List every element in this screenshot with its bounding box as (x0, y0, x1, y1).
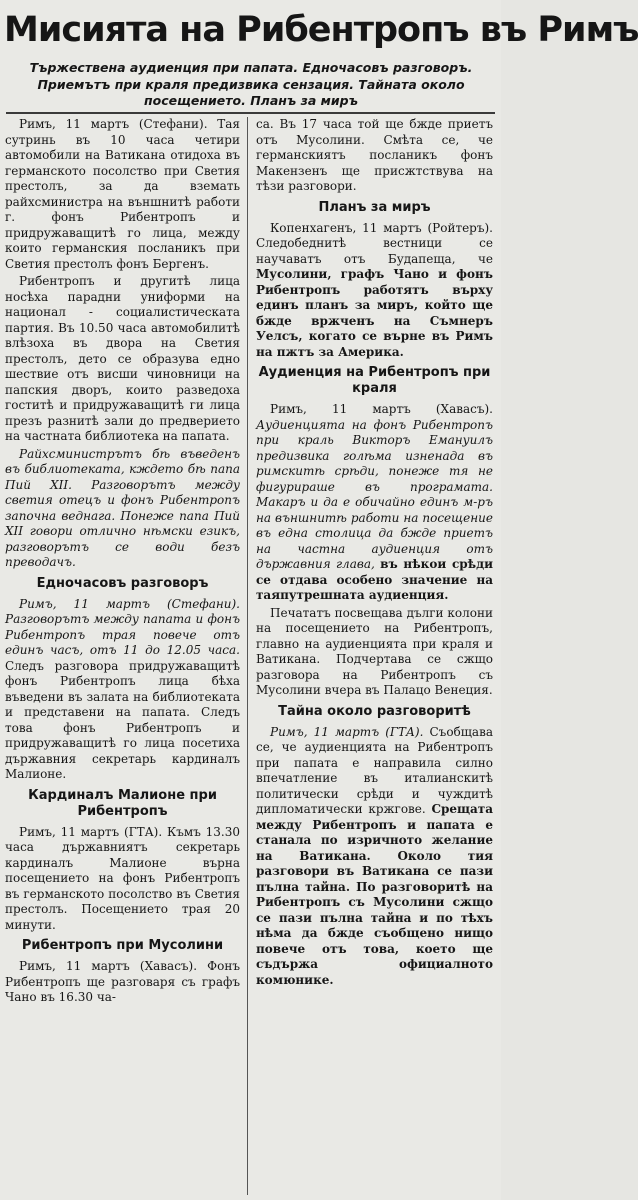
dateline-italic: Римъ, 11 мартъ (ГТА). (270, 724, 424, 739)
section-heading: Аудиенция на Рибентропъ при краля (258, 365, 491, 396)
paragraph-bold: Срещата между Рибентропъ и папата е станала по изричното желание на Ватикана. Около тия разговори въ Ватикана се пази пълна тайна. По разговоритѣ на Рибентропъ съ Мусолини сжщо се пази пълна тайна и по тѣхъ нѣма да бжде съобщено нищо повече отъ това, което ще съдържа официалното комюнике. (256, 802, 493, 987)
right-column (256, 117, 493, 1197)
column-separator (247, 117, 248, 1195)
section-heading: Рибентропъ при Мусолини (21, 938, 224, 953)
paragraph-text: Копенхагенъ, 11 мартъ (Ройтеръ). Следобеднитѣ вестници се научаватъ отъ Будапеща, че (256, 220, 493, 266)
paragraph-text: Следъ разговора придружаващитѣ фонъ Рибентропъ лица бѣха въведени въ залата на библиотеката и представени на папата. Следъ това фонъ Рибентропъ и придружаващитѣ го лица посетиха държавния секретарь кардиналъ Малионе. (5, 658, 240, 781)
article-paragraph: Римъ, 11 мартъ (Хавасъ). Фонъ Рибентропъ ще разговаря съ графъ Чано въ 16.30 ча- (5, 959, 240, 1004)
article-paragraph: Рибентропъ и другитѣ лица носѣха парадни униформи на национал - социалистическата партия. Въ 10.50 часа автомобилитѣ влѣзоха въ двора на Светия престолъ, дето се образува едно шествие отъ висши чиновници на папския дворъ, които разведоха гоститѣ и придружаващитѣ ги лица презъ разнитѣ зали до предверието на частната библиотека на папата. (5, 274, 240, 443)
article-paragraph (256, 402, 493, 604)
article-paragraph: Римъ, 11 мартъ (ГТА). Къмъ 13.30 часа държавниятъ секретарь кардиналъ Малионе върна посещението на фонъ Рибентропъ въ германското посолство въ Светия престолъ. Посещението трая 20 минути. (5, 824, 240, 932)
subheadline: Тържествена аудиенция при папата. Едночасовъ разговоръ. Приемътъ при краля предизвика сензация. Тайната около посещението. Планъ за миръ (29, 60, 473, 108)
article-paragraph: Райхсминистрътъ бѣ въведенъ въ библиотеката, кждето бѣ папа Пий XII. Разговорътъ между светия отецъ и фонъ Рибентропъ започна веднага. Понеже папа Пий XII говори отлично нѣмски езикъ, разговорътъ се води безъ преводачъ. (5, 446, 240, 569)
article-paragraph (256, 725, 493, 989)
section-heading: Едночасовъ разговоръ (36, 575, 209, 591)
article-paragraph: са. Въ 17 часа той ще бжде приетъ отъ Мусолини. Смѣта се, че германскиятъ посланикъ фонъ Макензенъ ще присжтствува на тѣзи разговори. (256, 117, 493, 193)
left-column (5, 117, 240, 1197)
article-paragraph: Печататъ посвещава дълги колони на посещението на Рибентропъ, главно на аудиенцията при краля и Ватикана. Подчертава се сжщо разговора на Рибентропъ съ Мусолини вчера въ Палацо Венеция. (256, 605, 493, 697)
article-paragraph: Римъ, 11 мартъ (Стефани). Тая сутринь въ 10 часа четири автомобили на Ватикана отидоха въ германското посолство при Светия престолъ, за да вземать райхсминистра на външнитѣ работи г. фонъ Рибентропъ и придружаващитѣ го лица, между които германския посланикъ при Светия престолъ фонъ Бергенъ. (5, 117, 240, 271)
article-paragraph (256, 221, 493, 361)
section-heading: Планъ за миръ (318, 199, 431, 215)
paragraph-bold: въ нѣкои срѣди се отдава особено значение на таяпутрешната аудиенция. (256, 557, 493, 602)
section-heading: Кардиналъ Малионе при Рибентропъ (28, 787, 217, 819)
article-paragraph (5, 597, 240, 783)
headline: Мисията на Рибентропъ въ Римъ (4, 10, 638, 50)
header-rule (6, 112, 495, 114)
paragraph-bold: Мусолини, графъ Чано и фонъ Рибентропъ работятъ върху единъ планъ за миръ, който ще бжде вржченъ на Съмнеръ Уелсъ, когато се върне въ Римъ на пжтъ за Америка. (256, 267, 493, 359)
dateline-italic: Римъ, 11 мартъ (Стефани). Разговорътъ между папата и фонъ Рибентропъ трая повече отъ единъ часъ, отъ 11 до 12.05 часа. (5, 596, 240, 657)
paragraph-italic: Аудиенцията на фонъ Рибентропъ при краль Викторъ Емануилъ предизвика голѣма изненада въ римскитѣ срѣди, понеже тя не фигурираше въ програмата. Макаръ и да е обичайно единъ м-ръ на външнитѣ работи на посещение въ една столица да бжде приетъ на частна аудиенция отъ държавния глава, (256, 417, 493, 571)
dateline: Римъ, 11 мартъ (Хавасъ). (270, 402, 493, 416)
paragraph-text: Съобщава се, че аудиенцията на Рибентропъ при папата е направила силно впечатление въ италианскитѣ политически срѣди и чуждитѣ дипломатически кржгове. (256, 724, 493, 816)
section-heading: Тайна около разговоритѣ (278, 703, 471, 719)
